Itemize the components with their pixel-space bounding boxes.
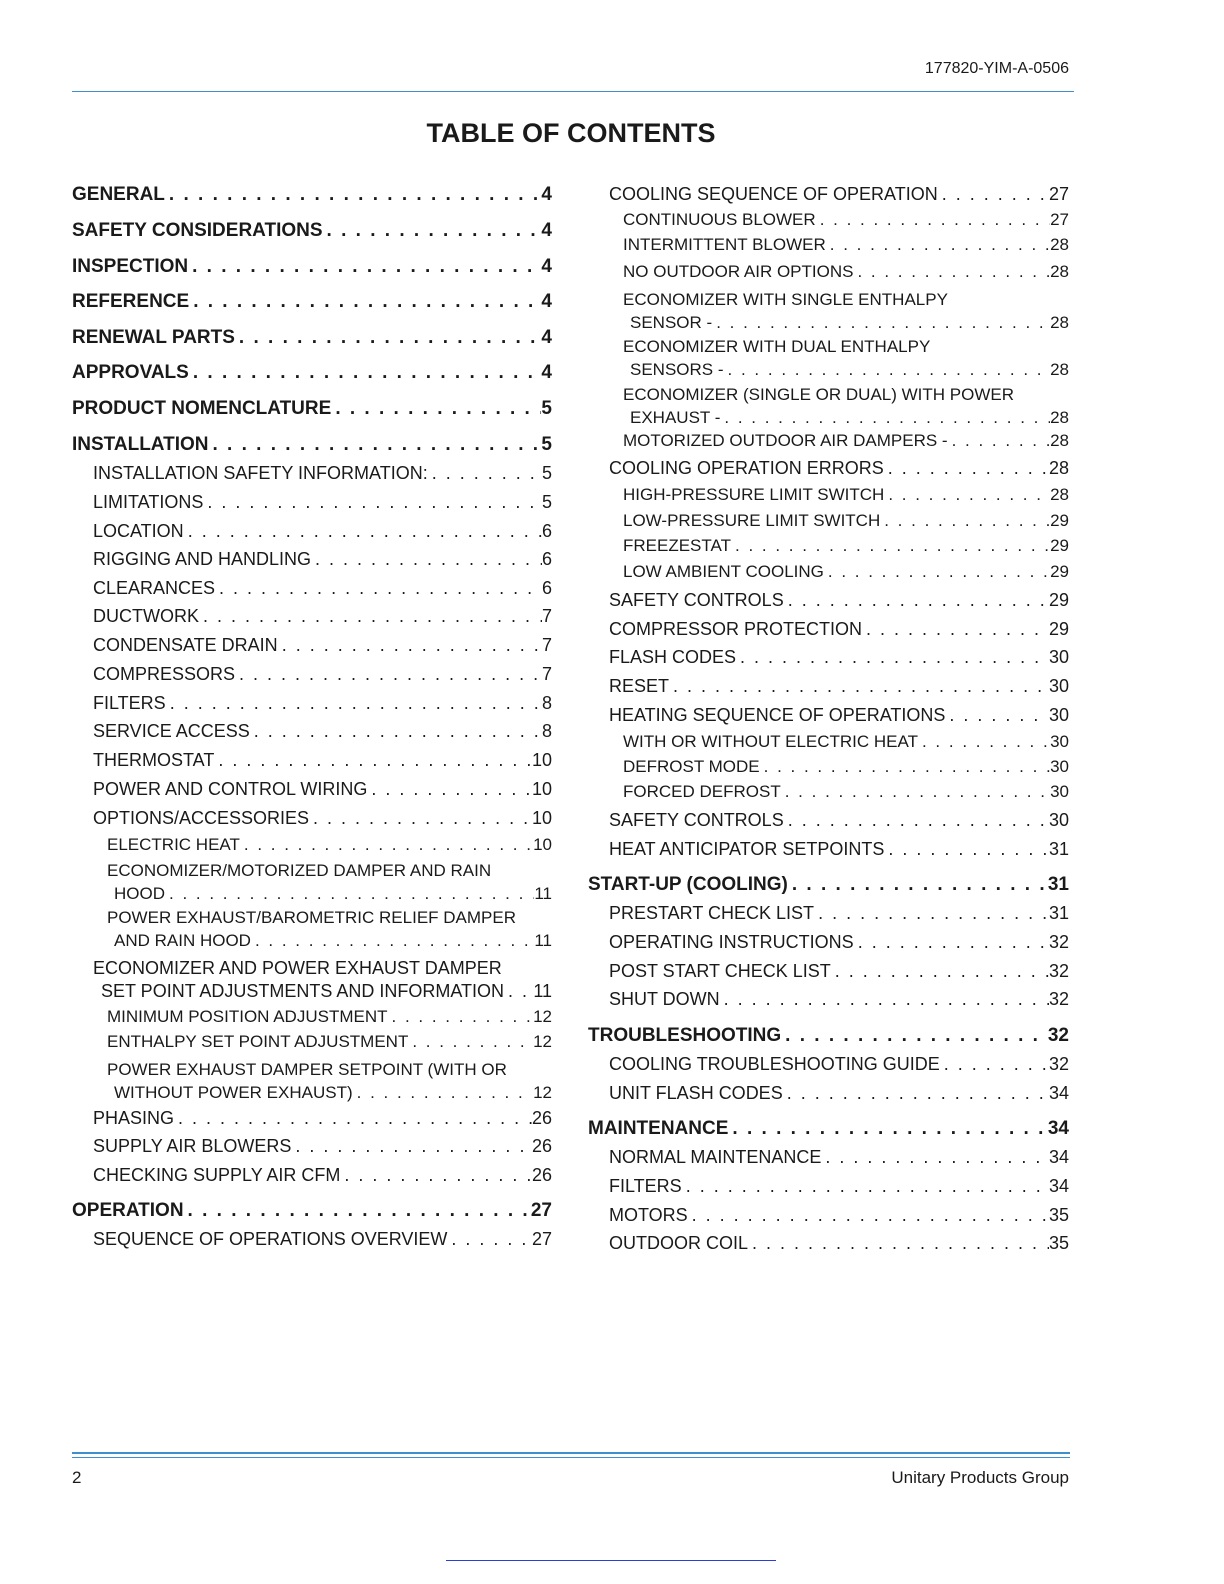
dot-leader <box>388 1007 534 1027</box>
toc-entry-label: SHUT DOWN <box>609 989 720 1009</box>
dot-leader <box>309 808 532 829</box>
toc-page-number: 11 <box>534 884 552 903</box>
dot-leader <box>688 1205 1049 1226</box>
dot-leader <box>731 536 1050 556</box>
toc-page-number: 12 <box>533 1032 552 1051</box>
toc-entry-power-and-control-wiring[interactable] <box>93 779 552 800</box>
toc-page-number: 4 <box>541 327 552 348</box>
toc-entry-compressor-protection[interactable] <box>609 619 1069 640</box>
toc-entry-label: SAFETY CONTROLS <box>609 590 784 610</box>
toc-page-number: 29 <box>1050 511 1069 530</box>
toc-entry-label: SAFETY CONSIDERATIONS <box>72 220 323 241</box>
dot-leader <box>736 647 1049 668</box>
toc-entry-label: MAINTENANCE <box>588 1118 729 1139</box>
toc-page-number: 35 <box>1048 1233 1069 1253</box>
dot-leader <box>748 1233 1049 1254</box>
toc-entry-thermostat[interactable] <box>93 750 552 771</box>
toc-entry-compressors[interactable] <box>93 664 552 685</box>
toc-page-number: 4 <box>541 220 552 241</box>
toc-entry-label: START-UP (COOLING) <box>588 874 788 895</box>
toc-entry-label: OUTDOOR COIL <box>609 1233 749 1253</box>
dot-leader <box>814 903 1049 924</box>
toc-entry-label: COOLING OPERATION ERRORS <box>609 458 884 478</box>
toc-entry-label: SUPPLY AIR BLOWERS <box>93 1136 292 1156</box>
toc-page-number: 31 <box>1047 874 1069 895</box>
toc-entry-minimum-position-adjustment[interactable] <box>107 1007 552 1027</box>
toc-entry-cooling-operation-errors[interactable] <box>609 458 1069 479</box>
dot-leader <box>824 562 1050 582</box>
toc-entry-label: COOLING TROUBLESHOOTING GUIDE <box>609 1054 940 1074</box>
toc-page-number: 28 <box>1050 313 1069 332</box>
toc-entry-label: FILTERS <box>93 693 166 713</box>
toc-page-number: 30 <box>1050 757 1069 776</box>
toc-page-number: 30 <box>1048 676 1069 696</box>
toc-entry-label: ECONOMIZER/MOTORIZED DAMPER AND RAIN <box>107 861 492 880</box>
dot-leader <box>669 676 1049 697</box>
toc-entry-label: RESET <box>609 676 670 696</box>
toc-entry-label-cont: SENSOR - <box>630 313 713 332</box>
dot-leader <box>235 664 542 685</box>
toc-entry-label: INTERMITTENT BLOWER <box>623 235 826 254</box>
toc-entry-safety-controls[interactable] <box>609 810 1069 831</box>
dot-leader <box>165 184 542 206</box>
dot-leader <box>938 184 1049 205</box>
toc-entry-label: POWER EXHAUST DAMPER SETPOINT (WITH OR <box>107 1060 507 1079</box>
toc-entry-continuation <box>107 929 552 952</box>
toc-page-number: 10 <box>533 835 552 854</box>
dot-leader <box>215 578 542 599</box>
dot-leader <box>504 980 533 1003</box>
toc-entry-label: POST START CHECK LIST <box>609 961 831 981</box>
dot-leader <box>340 1165 532 1186</box>
toc-page-number: 34 <box>1047 1118 1069 1139</box>
toc-entry-low-pressure-limit-switch[interactable] <box>623 511 1069 531</box>
toc-page-number: 27 <box>531 1229 552 1249</box>
dot-leader <box>880 511 1050 531</box>
toc-entry-label: LIMITATIONS <box>93 492 204 512</box>
dot-leader <box>831 961 1049 982</box>
toc-entry-label: RIGGING AND HANDLING <box>93 549 312 569</box>
toc-entry-label: MOTORIZED OUTDOOR AIR DAMPERS - <box>623 431 948 450</box>
toc-page-number: 11 <box>534 931 552 950</box>
link-underline <box>446 1560 776 1561</box>
toc-entry-sequence-of-operations-overview[interactable] <box>93 1229 552 1250</box>
toc-entry-reference[interactable] <box>72 291 552 313</box>
dot-leader <box>826 235 1050 255</box>
toc-page-number: 31 <box>1048 903 1069 923</box>
toc-entry-freezestat[interactable] <box>623 536 1069 556</box>
toc-entry-label: ENTHALPY SET POINT ADJUSTMENT <box>107 1032 409 1051</box>
toc-entry-motors[interactable] <box>609 1205 1069 1226</box>
toc-entry-label: SEQUENCE OF OPERATIONS OVERVIEW <box>93 1229 448 1249</box>
toc-entry-continuation <box>623 358 1069 381</box>
toc-entry-power-exhaust-barometric-relief-damper[interactable] <box>107 906 552 952</box>
toc-entry-limitations[interactable] <box>93 492 552 513</box>
dot-leader <box>199 606 542 627</box>
dot-leader <box>188 256 541 278</box>
toc-entry-safety-considerations[interactable] <box>72 220 552 242</box>
toc-entry-condensate-drain[interactable] <box>93 635 552 656</box>
toc-entry-label: CONDENSATE DRAIN <box>93 635 278 655</box>
toc-entry-label: HEATING SEQUENCE OF OPERATIONS <box>609 705 946 725</box>
toc-entry-label: MOTORS <box>609 1205 688 1225</box>
dot-leader <box>884 458 1049 479</box>
toc-entry-supply-air-blowers[interactable] <box>93 1136 552 1157</box>
dot-leader <box>165 882 534 905</box>
toc-entry-options-accessories[interactable] <box>93 808 552 829</box>
toc-entry-label: OPERATION <box>72 1200 184 1221</box>
dot-leader <box>948 431 1050 451</box>
toc-entry-label-cont: HOOD <box>114 884 165 903</box>
toc-entry-label: POWER AND CONTROL WIRING <box>93 779 368 799</box>
toc-entry-label-cont: SET POINT ADJUSTMENTS AND INFORMATION <box>101 981 505 1001</box>
toc-entry-label: LOW-PRESSURE LIMIT SWITCH <box>623 511 881 530</box>
toc-page-number: 28 <box>1050 485 1069 504</box>
toc-page-number: 7 <box>541 664 552 684</box>
toc-entry-label: CHECKING SUPPLY AIR CFM <box>93 1165 341 1185</box>
toc-entry-label: REFERENCE <box>72 291 190 312</box>
toc-entry-flash-codes[interactable] <box>609 647 1069 668</box>
toc-page-number: 28 <box>1050 408 1069 427</box>
toc-entry-label: DUCTWORK <box>93 606 199 626</box>
toc-entry-heat-anticipator-setpoints[interactable] <box>609 839 1069 860</box>
toc-page-number: 28 <box>1050 431 1069 450</box>
toc-page-number: 4 <box>541 256 552 277</box>
dot-leader <box>291 1136 532 1157</box>
toc-entry-label: HEAT ANTICIPATOR SETPOINTS <box>609 839 885 859</box>
toc-page-number: 5 <box>541 492 552 512</box>
toc-entry-maintenance[interactable] <box>588 1118 1069 1140</box>
toc-entry-start-up-cooling[interactable] <box>588 874 1069 896</box>
toc-entry-label-cont: AND RAIN HOOD <box>114 931 251 950</box>
dot-leader <box>184 1200 531 1222</box>
toc-page-number: 27 <box>1050 210 1069 229</box>
toc-entry-label: ECONOMIZER WITH SINGLE ENTHALPY <box>623 290 948 309</box>
dot-leader <box>940 1054 1049 1075</box>
toc-page-number: 28 <box>1050 262 1069 281</box>
toc-page-number: 6 <box>541 578 552 598</box>
toc-entry-heating-sequence-of-operations[interactable] <box>609 705 1069 726</box>
toc-page-number: 32 <box>1048 989 1069 1009</box>
dot-leader <box>862 619 1049 640</box>
toc-entry-filters[interactable] <box>93 693 552 714</box>
toc-entry-inspection[interactable] <box>72 256 552 278</box>
toc-entry-shut-down[interactable] <box>609 989 1069 1010</box>
dot-leader <box>724 358 1051 381</box>
toc-entry-safety-controls[interactable] <box>609 590 1069 611</box>
dot-leader <box>783 1083 1049 1104</box>
dot-leader <box>788 874 1048 896</box>
toc-entry-label-cont: SENSORS - <box>630 360 724 379</box>
toc-entry-label: OPERATING INSTRUCTIONS <box>609 932 854 952</box>
toc-page-number: 34 <box>1048 1083 1069 1103</box>
dot-leader <box>367 779 532 800</box>
toc-entry-location[interactable] <box>93 521 552 542</box>
toc-page-number: 27 <box>530 1200 552 1221</box>
dot-leader <box>712 311 1050 334</box>
toc-page-number: 32 <box>1048 932 1069 952</box>
toc-entry-reset[interactable] <box>609 676 1069 697</box>
toc-entry-power-exhaust-damper-setpoint-with-or[interactable] <box>107 1058 552 1104</box>
toc-entry-economizer-single-or-dual-with-power[interactable] <box>623 383 1069 429</box>
toc-entry-label-cont: WITHOUT POWER EXHAUST) <box>114 1083 353 1102</box>
toc-entry-label: LOW AMBIENT COOLING <box>623 562 824 581</box>
toc-page-number: 32 <box>1048 961 1069 981</box>
dot-leader <box>214 750 532 771</box>
toc-page-number: 29 <box>1050 562 1069 581</box>
footer-rule-thin <box>72 1457 1070 1458</box>
toc-entry-prestart-check-list[interactable] <box>609 903 1069 924</box>
toc-entry-continuous-blower[interactable] <box>623 210 1069 230</box>
toc-page-number: 31 <box>1048 839 1069 859</box>
toc-entry-label: CONTINUOUS BLOWER <box>623 210 816 229</box>
toc-entry-label: MINIMUM POSITION ADJUSTMENT <box>107 1007 388 1026</box>
toc-page-number: 6 <box>541 549 552 569</box>
toc-entry-label: COOLING SEQUENCE OF OPERATION <box>609 184 938 204</box>
toc-entry-label: FLASH CODES <box>609 647 737 667</box>
toc-entry-no-outdoor-air-options[interactable] <box>623 262 1069 282</box>
dot-leader <box>311 549 542 570</box>
toc-entry-operation[interactable] <box>72 1200 552 1222</box>
toc-page-number: 32 <box>1047 1025 1069 1046</box>
toc-entry-label: PHASING <box>93 1108 175 1128</box>
toc-page-number: 10 <box>531 808 552 828</box>
toc-page-number: 35 <box>1048 1205 1069 1225</box>
toc-page-number: 5 <box>541 434 552 455</box>
dot-leader <box>203 492 542 513</box>
toc-entry-label: POWER EXHAUST/BAROMETRIC RELIEF DAMPER <box>107 908 516 927</box>
toc-entry-label: ECONOMIZER (SINGLE OR DUAL) WITH POWER <box>623 385 1015 404</box>
toc-page-number: 4 <box>541 362 552 383</box>
dot-leader <box>408 1032 533 1052</box>
dot-leader <box>781 782 1050 802</box>
dot-leader <box>240 835 533 855</box>
toc-entry-normal-maintenance[interactable] <box>609 1147 1069 1168</box>
toc-page-number: 10 <box>531 779 552 799</box>
dot-leader <box>918 732 1050 752</box>
toc-entry-installation[interactable] <box>72 434 552 456</box>
toc-entry-cooling-troubleshooting-guide[interactable] <box>609 1054 1069 1075</box>
toc-entry-cooling-sequence-of-operation[interactable] <box>609 184 1069 205</box>
dot-leader <box>353 1081 533 1104</box>
dot-leader <box>189 362 542 384</box>
toc-entry-continuation <box>623 311 1069 334</box>
toc-entry-label: WITH OR WITHOUT ELECTRIC HEAT <box>623 732 918 751</box>
toc-entry-label: INSPECTION <box>72 256 189 277</box>
toc-page-number: 4 <box>541 291 552 312</box>
toc-entry-economizer-motorized-damper-and-rain[interactable] <box>107 859 552 905</box>
toc-entry-service-access[interactable] <box>93 721 552 742</box>
toc-entry-checking-supply-air-cfm[interactable] <box>93 1165 552 1186</box>
toc-entry-label: HIGH-PRESSURE LIMIT SWITCH <box>623 485 885 504</box>
dot-leader <box>784 590 1049 611</box>
toc-entry-continuation <box>93 980 552 1003</box>
dot-leader <box>166 693 542 714</box>
toc-page-number: 8 <box>541 693 552 713</box>
toc-entry-label: FORCED DEFROST <box>623 782 781 801</box>
toc-page-number: 26 <box>531 1136 552 1156</box>
toc-entry-label: TROUBLESHOOTING <box>588 1025 782 1046</box>
dot-leader <box>816 210 1050 230</box>
toc-entry-electric-heat[interactable] <box>107 835 552 855</box>
toc-page-number: 12 <box>533 1007 552 1026</box>
toc-entry-forced-defrost[interactable] <box>623 782 1069 802</box>
toc-entry-label: NO OUTDOOR AIR OPTIONS <box>623 262 854 281</box>
toc-page-number: 28 <box>1048 458 1069 478</box>
toc-entry-filters[interactable] <box>609 1176 1069 1197</box>
toc-page-number: 34 <box>1048 1147 1069 1167</box>
toc-page-number: 30 <box>1048 647 1069 667</box>
toc-entry-label: INSTALLATION SAFETY INFORMATION: <box>93 463 428 483</box>
toc-entry-label: DEFROST MODE <box>623 757 760 776</box>
dot-leader <box>278 635 542 656</box>
toc-entry-clearances[interactable] <box>93 578 552 599</box>
toc-entry-label: OPTIONS/ACCESSORIES <box>93 808 310 828</box>
publisher-name: Unitary Products Group <box>891 1468 1069 1487</box>
toc-page-number: 4 <box>541 184 552 205</box>
toc-entry-label: ECONOMIZER WITH DUAL ENTHALPY <box>623 337 931 356</box>
toc-page-number: 6 <box>541 521 552 541</box>
toc-entry-approvals[interactable] <box>72 362 552 384</box>
toc-page-number: 12 <box>533 1083 552 1102</box>
toc-entry-economizer-with-single-enthalpy[interactable] <box>623 288 1069 334</box>
toc-entry-general[interactable] <box>72 184 552 206</box>
toc-entry-label: RENEWAL PARTS <box>72 327 235 348</box>
toc-page-number: 26 <box>531 1108 552 1128</box>
page-title: TABLE OF CONTENTS <box>426 118 716 148</box>
toc-page-number: 34 <box>1048 1176 1069 1196</box>
toc-page-number: 10 <box>531 750 552 770</box>
dot-leader <box>884 485 1050 505</box>
dot-leader <box>189 291 541 313</box>
toc-entry-label: INSTALLATION <box>72 434 209 455</box>
dot-leader <box>428 463 542 484</box>
toc-page-number: 26 <box>531 1165 552 1185</box>
dot-leader <box>728 1118 1047 1140</box>
toc-entry-economizer-with-dual-enthalpy[interactable] <box>623 335 1069 381</box>
toc-entry-high-pressure-limit-switch[interactable] <box>623 485 1069 505</box>
dot-leader <box>251 929 534 952</box>
toc-page-number: 7 <box>541 606 552 626</box>
toc-entry-label: SERVICE ACCESS <box>93 721 250 741</box>
dot-leader <box>235 327 542 349</box>
toc-page-number: 5 <box>541 398 552 419</box>
dot-leader <box>781 1025 1048 1047</box>
toc-page-number: 7 <box>541 635 552 655</box>
toc-entry-label: LOCATION <box>93 521 184 541</box>
toc-page-number: 28 <box>1050 360 1069 379</box>
toc-page-number: 11 <box>533 981 552 1001</box>
page-number: 2 <box>72 1468 82 1487</box>
toc-page-number: 28 <box>1050 235 1069 254</box>
toc-page-number: 29 <box>1048 619 1069 639</box>
dot-leader <box>784 810 1049 831</box>
toc-page-number: 29 <box>1050 536 1069 555</box>
dot-leader <box>854 932 1049 953</box>
toc-entry-continuation <box>107 882 552 905</box>
toc-entry-economizer-and-power-exhaust-damper[interactable] <box>93 957 552 1003</box>
toc-entry-intermittent-blower[interactable] <box>623 235 1069 255</box>
dot-leader <box>821 1147 1049 1168</box>
toc-entry-label-cont: EXHAUST - <box>630 408 721 427</box>
toc-entry-defrost-mode[interactable] <box>623 757 1069 777</box>
toc-entry-label: FREEZESTAT <box>623 536 731 555</box>
toc-entry-label: SAFETY CONTROLS <box>609 810 784 830</box>
toc-entry-enthalpy-set-point-adjustment[interactable] <box>107 1032 552 1052</box>
toc-entry-low-ambient-cooling[interactable] <box>623 562 1069 582</box>
dot-leader <box>331 398 541 420</box>
toc-page-number: 5 <box>541 463 552 483</box>
dot-leader <box>853 262 1050 282</box>
toc-entry-label: NORMAL MAINTENANCE <box>609 1147 822 1167</box>
toc-entry-rigging-and-handling[interactable] <box>93 549 552 570</box>
toc-entry-with-or-without-electric-heat[interactable] <box>623 732 1069 752</box>
toc-page-number: 8 <box>541 721 552 741</box>
toc-entry-label: APPROVALS <box>72 362 189 383</box>
toc-entry-operating-instructions[interactable] <box>609 932 1069 953</box>
toc-page-number: 32 <box>1048 1054 1069 1074</box>
toc-entry-ductwork[interactable] <box>93 606 552 627</box>
dot-leader <box>184 521 542 542</box>
toc-entry-label: GENERAL <box>72 184 165 205</box>
toc-entry-label: COMPRESSOR PROTECTION <box>609 619 863 639</box>
toc-entry-installation-safety-information[interactable] <box>93 463 552 484</box>
toc-entry-outdoor-coil[interactable] <box>609 1233 1069 1254</box>
toc-entry-renewal-parts[interactable] <box>72 327 552 349</box>
toc-entry-label: FILTERS <box>609 1176 682 1196</box>
dot-leader <box>720 989 1049 1010</box>
dot-leader <box>945 705 1049 726</box>
dot-leader <box>720 406 1050 429</box>
dot-leader <box>760 757 1050 777</box>
toc-page-number: 30 <box>1048 810 1069 830</box>
toc-entry-continuation <box>107 1081 552 1104</box>
toc-entry-label: PRESTART CHECK LIST <box>609 903 815 923</box>
toc-entry-label: CLEARANCES <box>93 578 216 598</box>
toc-page-number: 27 <box>1048 184 1069 204</box>
dot-leader <box>174 1108 532 1129</box>
toc-entry-label: PRODUCT NOMENCLATURE <box>72 398 332 419</box>
toc-entry-phasing[interactable] <box>93 1108 552 1129</box>
toc-entry-motorized-outdoor-air-dampers[interactable] <box>623 431 1069 451</box>
toc-entry-label: UNIT FLASH CODES <box>609 1083 783 1103</box>
dot-leader <box>209 434 542 456</box>
toc-entry-label: ELECTRIC HEAT <box>107 835 240 854</box>
toc-entry-label: THERMOSTAT <box>93 750 215 770</box>
toc-entry-post-start-check-list[interactable] <box>609 961 1069 982</box>
toc-entry-label: COMPRESSORS <box>93 664 236 684</box>
toc-entry-product-nomenclature[interactable] <box>72 398 552 420</box>
toc-page-number: 29 <box>1048 590 1069 610</box>
dot-leader <box>323 220 542 242</box>
toc-page-number: 30 <box>1050 732 1069 751</box>
toc-entry-label: ECONOMIZER AND POWER EXHAUST DAMPER <box>93 958 502 978</box>
footer-rule <box>72 1452 1070 1454</box>
dot-leader <box>884 839 1049 860</box>
toc-entry-unit-flash-codes[interactable] <box>609 1083 1069 1104</box>
toc-entry-continuation <box>623 406 1069 429</box>
dot-leader <box>447 1229 532 1250</box>
document-id: 177820-YIM-A-0506 <box>924 60 1069 77</box>
toc-page-number: 30 <box>1050 782 1069 801</box>
dot-leader <box>682 1176 1049 1197</box>
dot-leader <box>250 721 542 742</box>
toc-page-number: 30 <box>1048 705 1069 725</box>
toc-entry-troubleshooting[interactable] <box>588 1025 1069 1047</box>
